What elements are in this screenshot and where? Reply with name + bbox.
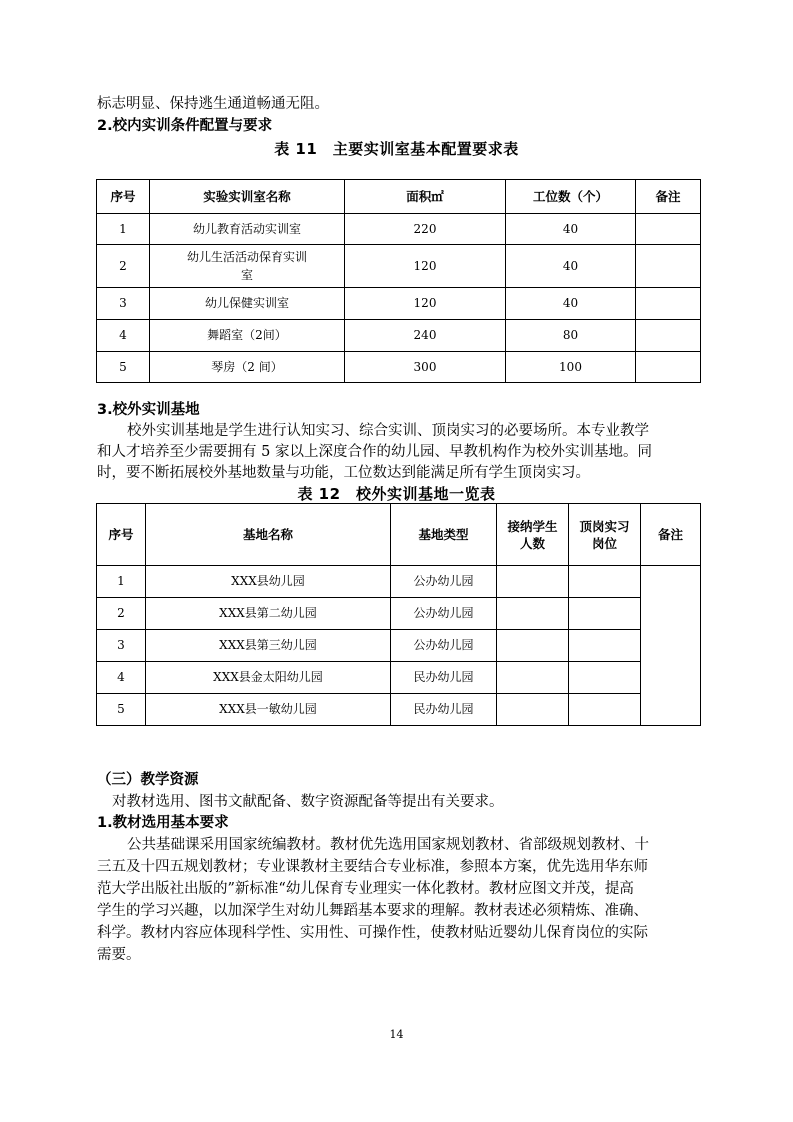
table-row: [97, 598, 701, 630]
header-post-line2: 岗位: [591, 535, 617, 551]
header-capacity-line1: 接纳学生: [507, 518, 558, 534]
header-area: 面积㎡: [345, 180, 506, 214]
table-11-header-row: [97, 180, 701, 214]
cell-base-name: XXX县一敏幼儿园: [146, 694, 391, 726]
cell-room-name: 舞蹈室（2间）: [150, 320, 345, 352]
cell-note: [636, 320, 701, 352]
table-row: [97, 630, 701, 662]
paragraph-line: 科学。教材内容应体现科学性、实用性、可操作性，使教材贴近婴幼儿保育岗位的实际: [97, 925, 648, 941]
cell-area: 300: [345, 352, 506, 383]
cell-base-name: XXX县金太阳幼儿园: [146, 662, 391, 694]
header-room-name: 实验实训室名称: [150, 180, 345, 214]
header-capacity: [497, 504, 569, 566]
cell-capacity: [497, 694, 569, 726]
cell-post: [569, 662, 641, 694]
table-11-caption: 表 11 主要实训室基本配置要求表: [274, 140, 519, 158]
section-heading-external-base: 3.校外实训基地: [97, 402, 200, 418]
cell-no: 1: [97, 566, 146, 598]
cell-note-merged: [641, 566, 701, 726]
table-row: [97, 320, 701, 352]
paragraph-line: 三五及十四五规划教材；专业课教材主要结合专业标准，参照本方案，优先选用华东师: [97, 859, 648, 875]
header-no: 序号: [97, 504, 146, 566]
paragraph-line: 学生的学习兴趣，以加深学生对幼儿舞蹈基本要求的理解。教材表述必须精炼、准确、: [97, 903, 648, 919]
paragraph-line: 校外实训基地是学生进行认知实习、综合实训、顶岗实习的必要场所。本专业教学: [127, 423, 649, 439]
header-post: [569, 504, 641, 566]
cell-no: 2: [97, 598, 146, 630]
cell-post: [569, 598, 641, 630]
cell-room-name: 幼儿保健实训室: [150, 288, 345, 320]
cell-area: 220: [345, 214, 506, 245]
cell-no: 4: [97, 662, 146, 694]
paragraph-line: 范大学出版社出版的”新标准“幼儿保育专业理实一体化教材。教材应图文并茂，提高: [97, 881, 634, 897]
table-row: [97, 566, 701, 598]
cell-area: 120: [345, 245, 506, 288]
cell-note: [636, 352, 701, 383]
table-12: [96, 503, 701, 726]
cell-base-type: 公办幼儿园: [391, 598, 497, 630]
cell-room-name: 琴房（2 间）: [150, 352, 345, 383]
cell-seats: 100: [506, 352, 636, 383]
header-base-name: 基地名称: [146, 504, 391, 566]
table-row: [97, 352, 701, 383]
cell-post: [569, 566, 641, 598]
header-post-line1: 顶岗实习: [579, 518, 630, 534]
cell-no: 5: [97, 352, 150, 383]
cell-no: 4: [97, 320, 150, 352]
cell-no: 3: [97, 288, 150, 320]
cell-no: 2: [97, 245, 150, 288]
header-note: 备注: [636, 180, 701, 214]
cell-capacity: [497, 662, 569, 694]
cell-base-type: 民办幼儿园: [391, 694, 497, 726]
cell-post: [569, 694, 641, 726]
header-base-type: 基地类型: [391, 504, 497, 566]
cell-seats: 40: [506, 245, 636, 288]
cell-seats: 80: [506, 320, 636, 352]
table-11: [96, 179, 701, 383]
paragraph-line: 时，要不断拓展校外基地数量与功能，工位数达到能满足所有学生顶岗实习。: [97, 465, 590, 481]
section-intro: 对教材选用、图书文献配备、数字资源配备等提出有关要求。: [112, 794, 504, 810]
cell-area: 120: [345, 288, 506, 320]
page-number: 14: [389, 1028, 404, 1041]
cell-no: 3: [97, 630, 146, 662]
cell-note: [636, 214, 701, 245]
cell-room-name-line1: 幼儿生活活动保育实训: [186, 250, 307, 264]
header-no: 序号: [97, 180, 150, 214]
header-note: 备注: [641, 504, 701, 566]
cell-base-name: XXX县第三幼儿园: [146, 630, 391, 662]
paragraph-line: 需要。: [97, 947, 141, 963]
paragraph-line: 和人才培养至少需要拥有 5 家以上深度合作的幼儿园、早教机构作为校外实训基地。同: [97, 444, 652, 460]
cell-base-type: 公办幼儿园: [391, 566, 497, 598]
cell-seats: 40: [506, 288, 636, 320]
cell-note: [636, 288, 701, 320]
header-seats: 工位数（个）: [506, 180, 636, 214]
cell-capacity: [497, 566, 569, 598]
table-row: [97, 694, 701, 726]
table-12-header-row: [97, 504, 701, 566]
cell-note: [636, 245, 701, 288]
table-row: [97, 288, 701, 320]
header-capacity-line2: 人数: [519, 535, 545, 551]
cell-capacity: [497, 598, 569, 630]
table-row: [97, 662, 701, 694]
table-12-caption: 表 12 校外实训基地一览表: [297, 485, 496, 503]
cell-base-type: 公办幼儿园: [391, 630, 497, 662]
paragraph-line: 公共基础课采用国家统编教材。教材优先选用国家规划教材、省部级规划教材、十: [127, 837, 649, 853]
cell-room-name-line2: 室: [240, 268, 253, 282]
section-heading-campus-training: 2.校内实训条件配置与要求: [97, 118, 273, 134]
cell-capacity: [497, 630, 569, 662]
table-row: [97, 245, 701, 288]
cell-seats: 40: [506, 214, 636, 245]
cell-base-type: 民办幼儿园: [391, 662, 497, 694]
cell-room-name: 幼儿教育活动实训室: [150, 214, 345, 245]
cell-no: 1: [97, 214, 150, 245]
cell-post: [569, 630, 641, 662]
top-line: 标志明显、保持逃生通道畅通无阻。: [97, 96, 329, 112]
sub-heading-textbook-selection: 1.教材选用基本要求: [97, 815, 229, 831]
table-row: [97, 214, 701, 245]
cell-base-name: XXX县幼儿园: [146, 566, 391, 598]
cell-no: 5: [97, 694, 146, 726]
cell-room-name: [150, 245, 345, 288]
cell-area: 240: [345, 320, 506, 352]
cell-base-name: XXX县第二幼儿园: [146, 598, 391, 630]
section-heading-teaching-resources: （三）教学资源: [97, 772, 199, 788]
